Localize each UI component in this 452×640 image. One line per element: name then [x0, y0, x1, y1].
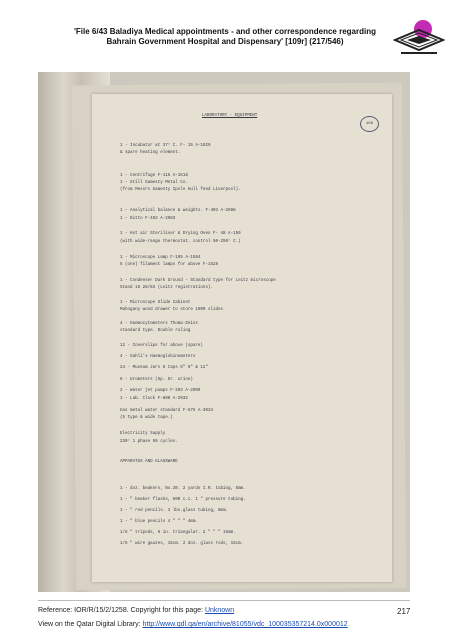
folio-stamp: 109	[360, 116, 379, 132]
document-line: Gas metal water standard F-575 A-3034	[120, 409, 213, 413]
document-line: 2 - Water jet pumps F-293 A-2909	[120, 389, 201, 393]
document-line: 6 - Urometers (Sp. Gr. urine)	[120, 378, 193, 382]
document-line: 1 - Analytical balance & weights. F-403 A-2988	[120, 209, 236, 213]
page-number: 217	[397, 607, 411, 616]
qatar-digital-library-logo-icon[interactable]	[393, 18, 445, 62]
document-line: 24 - Museum Jars 6 taps 6" 9" & 12"	[120, 366, 208, 370]
document-line: 1 - Lab. Clock F-800 A-2932	[120, 397, 188, 401]
document-line: 1 - Centrifuge F-115 A-1518	[120, 174, 188, 178]
document-line: 1 - Incubator at 37° C. F- 15 A-1029	[120, 144, 211, 148]
footer-reference	[38, 607, 234, 614]
document-line: Electricity Supply	[120, 432, 166, 436]
document-line: (5 type & wide tape.)	[120, 416, 173, 420]
document-line: standard type. Double ruling	[120, 329, 191, 333]
document-line: 4 - Sahli's Haemoglobinometers	[120, 355, 196, 359]
document-heading: LABORATORY - EQUIPMENT	[202, 114, 258, 118]
document-line: 12 - Coverslips for above (spare)	[120, 344, 203, 348]
manuscript-photo	[38, 72, 410, 592]
document-line: 1 - Condenser Dark Ground - Standard type for Leitz microscope	[120, 279, 276, 283]
document-line: 1 - Ditto F-493 A-2983	[120, 217, 176, 221]
document-line: APPARATUS AND GLASSWARE	[120, 460, 178, 464]
copyright-link[interactable]: Unknown	[204, 607, 235, 614]
footer-divider	[38, 600, 410, 601]
page-header	[60, 27, 390, 47]
document-line: (from Messrs Gamesty Ipsle Hull feed Liverpool).	[120, 188, 241, 192]
footer-view	[38, 621, 348, 628]
document-line: 1 - Microscope Slide Cabinet	[120, 301, 191, 305]
document-line: 1 - doz. beakers, No.30. 2 yards I.R. tubing, 5mm.	[120, 487, 246, 491]
document-line: 5 (one) filament lamps for above F-1528	[120, 263, 219, 267]
document-line: 1/6 " tripods, 6 in. triangular. 2 " " " 15mm.	[120, 531, 236, 535]
archive-link[interactable]: http://www.qdl.qa/en/archive/81055/vdc_100035357214.0x000012	[142, 621, 348, 628]
reference-text: Reference: IOR/R/15/2/1258. Copyright for this page:	[38, 607, 205, 614]
document-line: 1 - Hot air Steriliser & Drying Oven F- 48 A-159	[120, 232, 241, 236]
document-line: 4 - Haemocytometers Thoma-Zeiss	[120, 322, 198, 326]
document-line: 1 - Microscope Lamp F-195 A-1584	[120, 256, 201, 260]
document-line: 1/6 " wire gauzes, 15cm. 2 doz. glass rods, 15cm.	[120, 542, 244, 546]
folio-page	[92, 94, 392, 582]
document-line: 1 - " red pencils. 3 lbs.glass tubing, 8mm.	[120, 509, 229, 513]
document-line: 1 - " beaker flasks, 500 c.c. 1 " pressure tubing.	[120, 498, 246, 502]
header-title-line1: 'File 6/43 Baladiya Medical appointments - and other correspondence regarding	[74, 27, 376, 36]
document-line: 230° 1 phase 50 cycles.	[120, 440, 178, 444]
document-line: & spare heating element.	[120, 151, 181, 155]
document-line: 1 - " blue pencils 4 " " " 4mm.	[120, 520, 198, 524]
view-text: View on the Qatar Digital Library:	[38, 621, 143, 628]
header-title-line2: Bahrain Government Hospital and Dispensary' [109r] (217/546)	[106, 37, 344, 46]
document-line: (with wide-range thermostat. control 50-250° C.)	[120, 240, 241, 244]
document-line: 1 - Still Gamesty Metal Co.	[120, 181, 188, 185]
document-line: Stand 15 28/83 (Leitz registrations).	[120, 286, 213, 290]
document-line: Mahogany wood drawer to store 1000 slides	[120, 308, 224, 312]
